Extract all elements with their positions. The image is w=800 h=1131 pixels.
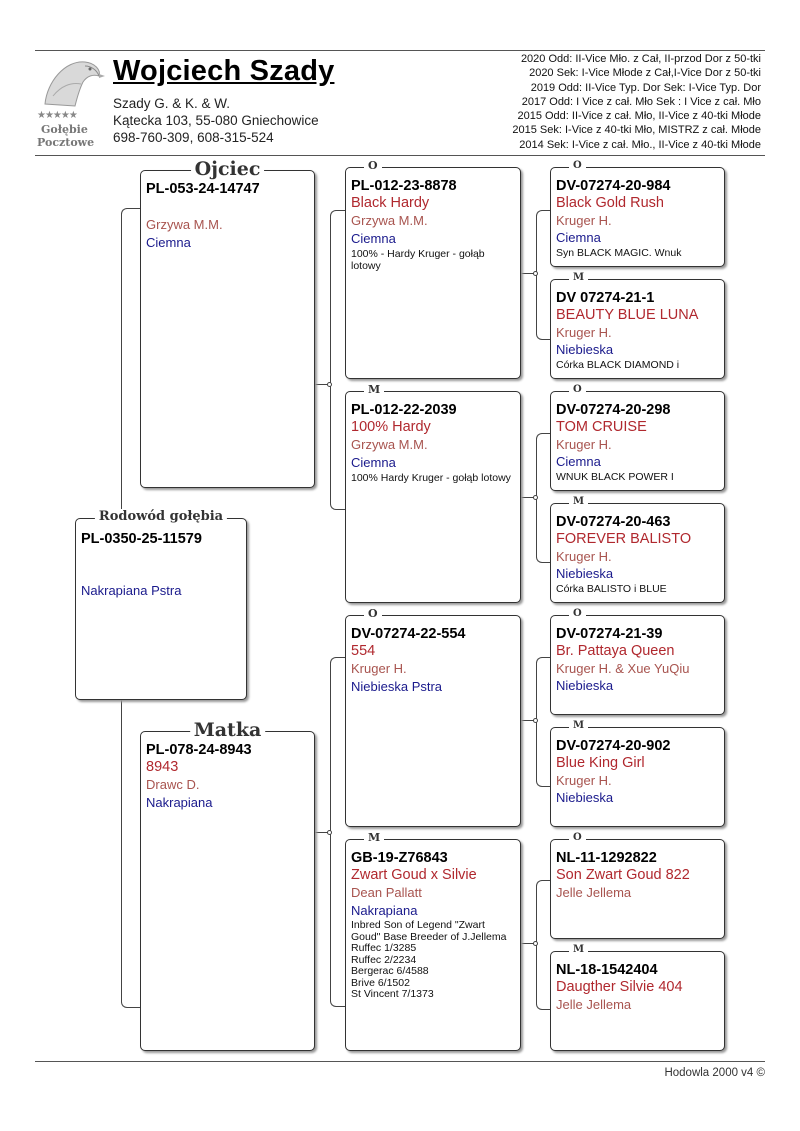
pigeon-note: WNUK BLACK POWER I bbox=[556, 471, 674, 483]
great-grandparent-card[interactable] bbox=[550, 160, 725, 267]
pigeon-color: Ciemna bbox=[351, 231, 396, 246]
footer-rule bbox=[35, 1061, 765, 1062]
pigeon-color: Ciemna bbox=[556, 454, 601, 469]
achievement-line: 2019 Odd: II-Vice Typ. Dor Sek: I-Vice Typ. Dor bbox=[530, 81, 761, 94]
connector-subject-father bbox=[121, 208, 141, 518]
pigeon-note: 100% Hardy Kruger - gołąb lotowy bbox=[351, 472, 511, 484]
breeder: Kruger H. bbox=[351, 661, 407, 676]
sex-label: M bbox=[569, 272, 588, 283]
ring-number: PL-053-24-14747 bbox=[146, 181, 260, 197]
pigeon-name: FOREVER BALISTO bbox=[556, 531, 692, 547]
junction-dot bbox=[533, 495, 538, 500]
junction-dot bbox=[327, 382, 332, 387]
sex-label: O bbox=[569, 608, 586, 619]
junction-dot bbox=[533, 718, 538, 723]
pigeon-name: 8943 bbox=[146, 759, 179, 775]
ring-number: DV-07274-20-298 bbox=[556, 402, 671, 418]
achievement-line: 2014 Sek: I-Vice z cał. Mło., II-Vice z 40-tki Młode bbox=[519, 138, 761, 151]
connector-ff-parents bbox=[536, 210, 550, 340]
great-grandparent-card[interactable] bbox=[550, 496, 725, 603]
breeder: Grzywa M.M. bbox=[351, 213, 428, 228]
subject-label: Rodowód gołębia bbox=[95, 509, 227, 524]
achievement-line: 2017 Odd: I Vice z cał. Mło Sek : I Vice z cał. Mło bbox=[521, 95, 761, 108]
achievement-line: 2020 Odd: II-Vice Mło. z Cał, II-przod Dor z 50-tki bbox=[520, 53, 761, 65]
logo-text-1: Gołębie bbox=[41, 123, 88, 136]
sex-label: M bbox=[569, 496, 588, 507]
sex-label: O bbox=[569, 384, 586, 395]
maternal-grandmother-card[interactable] bbox=[345, 831, 521, 1051]
connector-fm-parents bbox=[536, 433, 550, 563]
ring-number: NL-11-1292822 bbox=[556, 850, 657, 866]
breeder: Jelle Jellema bbox=[556, 885, 632, 900]
pigeon-name: Zwart Goud x Silvie bbox=[351, 867, 477, 883]
breeder: Kruger H. & Xue YuQiu bbox=[556, 661, 690, 676]
great-grandparent-card[interactable] bbox=[550, 832, 725, 939]
mother-label: Matka bbox=[190, 719, 266, 741]
ring-number: DV-07274-20-463 bbox=[556, 514, 671, 530]
paternal-grandmother-card[interactable] bbox=[345, 383, 521, 603]
pigeon-color: Ciemna bbox=[146, 235, 191, 250]
sex-label: O bbox=[364, 607, 382, 620]
sex-label: O bbox=[569, 832, 586, 843]
connector-father-parents bbox=[330, 210, 345, 510]
father-label: Ojciec bbox=[191, 158, 265, 180]
pigeon-name: 100% Hardy bbox=[351, 419, 431, 435]
ring-number: PL-078-24-8943 bbox=[146, 742, 252, 758]
achievement-line: 2020 Sek: I-Vice Młode z Cał,I-Vice Dor z 50-tki bbox=[529, 67, 761, 80]
pigeon-color: Niebieska bbox=[556, 566, 614, 581]
ring-number: PL-012-22-2039 bbox=[351, 402, 457, 418]
pigeon-note: Syn BLACK MAGIC. Wnuk bbox=[556, 247, 682, 259]
breeder: Dean Pallatt bbox=[351, 885, 422, 900]
great-grandparent-card[interactable] bbox=[550, 608, 725, 715]
ring-number: DV-07274-20-984 bbox=[556, 178, 671, 194]
breeder: Kruger H. bbox=[556, 325, 612, 340]
owner-phones: 698-760-309, 608-315-524 bbox=[113, 130, 274, 145]
ring-number: DV-07274-21-39 bbox=[556, 626, 663, 642]
ring-number: DV 07274-21-1 bbox=[556, 290, 655, 306]
owner-name: Wojciech Szady bbox=[113, 55, 335, 87]
connector-mf-parents bbox=[536, 657, 550, 787]
pigeon-name: TOM CRUISE bbox=[556, 419, 647, 435]
logo bbox=[35, 52, 107, 152]
sex-label: M bbox=[569, 720, 588, 731]
pigeon-note: Córka BALISTO i BLUE bbox=[556, 583, 667, 595]
connector-mm-parents bbox=[536, 880, 550, 1010]
sex-label: M bbox=[364, 383, 384, 396]
ring-number: GB-19-Z76843 bbox=[351, 850, 448, 866]
pigeon-color: Niebieska bbox=[556, 342, 614, 357]
ring-number: NL-18-1542404 bbox=[556, 962, 658, 978]
pigeon-name: Black Hardy bbox=[351, 195, 430, 211]
great-grandparent-card[interactable] bbox=[550, 720, 725, 827]
breeder: Kruger H. bbox=[556, 213, 612, 228]
breeder: Jelle Jellema bbox=[556, 997, 632, 1012]
achievements-list bbox=[512, 52, 761, 152]
footer-credit: Hodowla 2000 v4 © bbox=[664, 1067, 765, 1079]
pigeon-color: Ciemna bbox=[351, 455, 396, 470]
sex-label: M bbox=[364, 831, 384, 844]
header-bottom-rule bbox=[35, 155, 765, 156]
pigeon-note: 100% - Hardy Kruger - gołąb lotowy bbox=[351, 248, 485, 272]
achievement-line: 2015 Sek: I-Vice z 40-tki Mło, MISTRZ z cał. Młode bbox=[512, 124, 761, 137]
pigeon-color: Nakrapiana Pstra bbox=[81, 583, 182, 598]
pigeon-logo-icon bbox=[35, 52, 107, 112]
junction-dot bbox=[533, 941, 538, 946]
pigeon-name: Black Gold Rush bbox=[556, 195, 664, 211]
ring-number: DV-07274-20-902 bbox=[556, 738, 671, 754]
pigeon-note: Inbred Son of Legend "Zwart Goud" Base Breeder of J.Jellema Ruffec 1/3285 Ruffec 2/2234 Bergerac 6/4588 Brive 6/1502 St Vincent 7/1373 bbox=[351, 919, 507, 1000]
breeder: Kruger H. bbox=[556, 549, 612, 564]
paternal-grandfather-card[interactable] bbox=[345, 159, 521, 379]
breeder: Grzywa M.M. bbox=[146, 217, 223, 232]
sex-label: O bbox=[569, 160, 586, 171]
achievement-line: 2015 Odd: II-Vice z cał. Mło, II-Vice z 40-tki Młode bbox=[517, 110, 761, 123]
logo-text-2: Pocztowe bbox=[37, 136, 95, 149]
pigeon-color: Niebieska bbox=[556, 678, 614, 693]
subject-card[interactable] bbox=[75, 509, 247, 700]
great-grandparent-card[interactable] bbox=[550, 944, 725, 1051]
breeder: Kruger H. bbox=[556, 437, 612, 452]
ring-number: PL-0350-25-11579 bbox=[81, 531, 202, 547]
junction-dot bbox=[533, 271, 538, 276]
pigeon-color: Niebieska bbox=[556, 790, 614, 805]
logo-stars: ★★★★★ bbox=[37, 110, 77, 121]
pigeon-name: Br. Pattaya Queen bbox=[556, 643, 675, 659]
connector-mother-parents bbox=[330, 657, 345, 1007]
connector-subject-mother bbox=[121, 700, 141, 1008]
great-grandparent-card[interactable] bbox=[550, 272, 725, 379]
sex-label: O bbox=[364, 159, 382, 172]
owner-address: Kątecka 103, 55-080 Gniechowice bbox=[113, 113, 319, 128]
owner-line-1: Szady G. & K. & W. bbox=[113, 96, 231, 111]
pigeon-note: Córka BLACK DIAMOND i bbox=[556, 359, 680, 371]
mother-card[interactable] bbox=[140, 719, 315, 1051]
pigeon-color: Niebieska Pstra bbox=[351, 679, 443, 694]
pigeon-name: BEAUTY BLUE LUNA bbox=[556, 307, 699, 323]
ring-number: PL-012-23-8878 bbox=[351, 178, 457, 194]
sex-label: M bbox=[569, 944, 588, 955]
breeder: Drawc D. bbox=[146, 777, 200, 792]
pigeon-color: Nakrapiana bbox=[351, 903, 418, 918]
pigeon-color: Nakrapiana bbox=[146, 795, 213, 810]
great-grandparent-card[interactable] bbox=[550, 384, 725, 491]
ring-number: DV-07274-22-554 bbox=[351, 626, 466, 642]
pigeon-color: Ciemna bbox=[556, 230, 601, 245]
pigeon-name: 554 bbox=[351, 643, 376, 659]
pedigree-header bbox=[35, 50, 765, 155]
pigeon-name: Son Zwart Goud 822 bbox=[556, 867, 690, 883]
pigeon-name: Blue King Girl bbox=[556, 755, 645, 771]
breeder: Grzywa M.M. bbox=[351, 437, 428, 452]
breeder: Kruger H. bbox=[556, 773, 612, 788]
junction-dot bbox=[327, 830, 332, 835]
father-card[interactable] bbox=[140, 158, 315, 488]
pigeon-name: Daugther Silvie 404 bbox=[556, 979, 683, 995]
maternal-grandfather-card[interactable] bbox=[345, 607, 521, 827]
